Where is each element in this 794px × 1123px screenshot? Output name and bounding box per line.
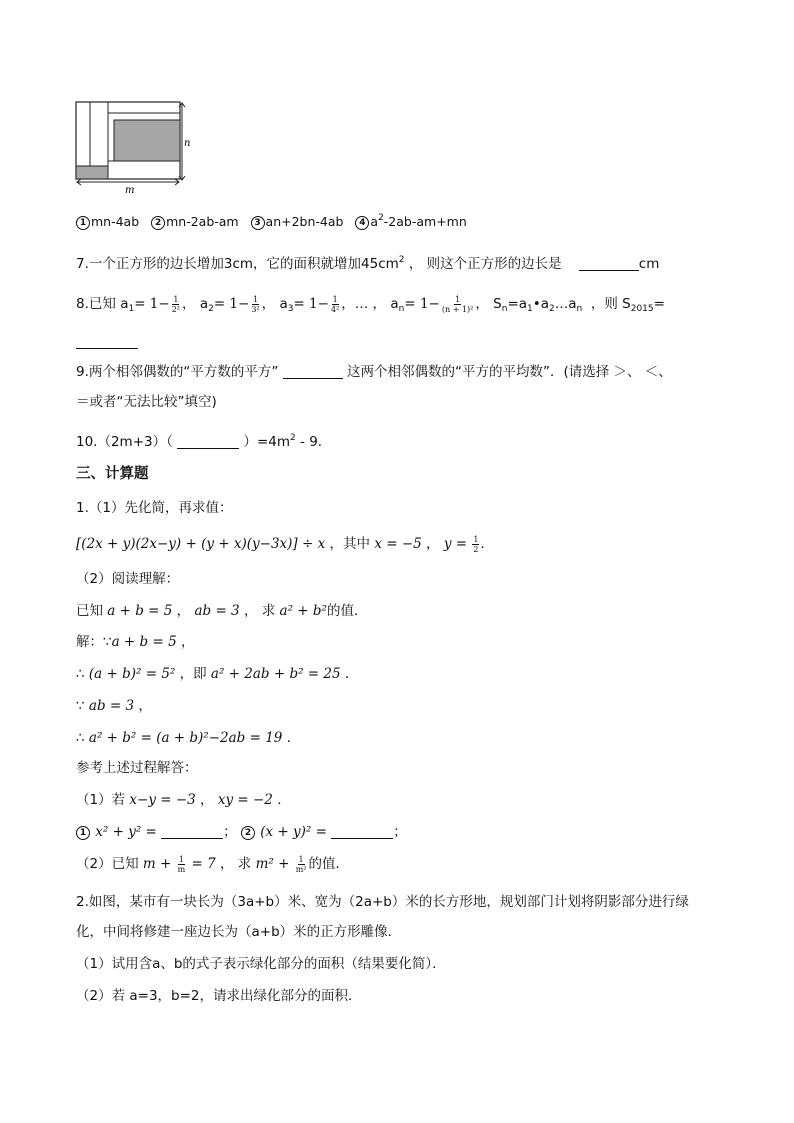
label-m: m <box>125 185 135 196</box>
q1a-answer-blank[interactable] <box>161 824 223 839</box>
p1-solution-4: ∴ a² + b² = (a + b)²−2ab = 19 ． <box>76 730 301 746</box>
option-1-marker: 1 <box>76 216 90 230</box>
option-2: mn-2ab-am <box>166 214 239 229</box>
p2-line-4: （2）若 a=3，b=2，请求出绿化部分的面积． <box>76 988 362 1004</box>
section-3-heading: 三、计算题 <box>76 466 149 482</box>
p1-sub2: （2）阅读理解： <box>76 571 180 587</box>
p1-known: 已知 a + b = 5 ， ab = 3 ， 求 a² + b²的值． <box>76 603 368 619</box>
p1-reference: 参考上述过程解答： <box>76 760 198 776</box>
option-3: an+2bn-4ab <box>265 214 344 229</box>
p1-solution-3: ∵ ab = 3 ， <box>76 698 152 714</box>
q1b-answer-blank[interactable] <box>331 824 393 839</box>
p2-line-3: （1）试用含a、b的式子表示绿化部分的面积（结果要化简）． <box>76 956 446 972</box>
q9-continued: ＝或者“无法比较”填空) <box>76 394 217 410</box>
q9-answer-blank[interactable] <box>283 364 343 379</box>
p1-q1: （1）若 x−y = −3 ， xy = −2 ． <box>76 792 291 808</box>
part-2-marker: 2 <box>241 826 255 840</box>
label-n: n <box>184 138 191 149</box>
q10-answer-blank[interactable] <box>177 434 239 449</box>
question-10: 10.（2m+3）（ ）$=4m^2 - 9$． <box>76 433 332 450</box>
p1-intro: 1.（1）先化简，再求值： <box>76 500 233 516</box>
shaded-small <box>76 166 108 179</box>
p1-q2: （2）已知 m + $\frac{1}{m}$ = 7 ， 求 m² + $\frac{1}{\text{m²}}$ 的值． <box>76 854 349 874</box>
question-9: 9.两个相邻偶数的“平方数的平方” 这两个相邻偶数的“平方的平均数”．(请选择 ＞、 ＜、 <box>76 364 672 380</box>
option-1: mn-4ab <box>91 214 140 229</box>
p1-solution-1: 解：∵a + b = 5 ， <box>76 634 195 650</box>
p1-solution-2: ∴ (a + b)² = 5² ，即 a² + 2ab + b² = 25 ． <box>76 666 359 682</box>
p2-line-1: 2.如图，某市有一块长为（3a+b）米、宽为（2a+b）米的长方形地，规划部门计划将阴影部分进行绿 <box>76 894 689 910</box>
option-2-marker: 2 <box>151 216 165 230</box>
option-3-marker: 3 <box>251 216 265 230</box>
question-7: 7.一个正方形的边长增加3cm，它的面积就增加$45cm^2$ ， 则这个正方形的边长是 cm <box>76 255 660 272</box>
rectangle-diagram <box>70 96 200 196</box>
question-8: 8.已知 $a_1= 1-$ $\frac{1}{\text{2²}}$ ， $a_2= 1-$ $\frac{1}{\text{3²}}$ ， $a_3= 1-$ $\frac{1}{\text{4²}}$ ，… ， $a_n= 1-$ $\frac{1}{\text{(n + 1)²}}$ ， $S_n=a_1•a_2\dots a_n$ ，则 $S_{2015}=$ <box>76 294 665 314</box>
q7-answer-blank[interactable] <box>579 256 639 271</box>
option-4-marker: 4 <box>355 216 369 230</box>
part-1-marker: 1 <box>76 826 90 840</box>
option-4: $a^2-2ab-am+mn$ <box>370 213 467 229</box>
q6-options <box>76 212 467 232</box>
shaded-large <box>114 120 180 161</box>
p1-q1-parts: 1 x² + y² = ； 2 (x + y)² = ； <box>76 822 407 842</box>
q8-answer-blank[interactable] <box>76 334 138 349</box>
p2-line-2: 化，中间将修建一座边长为（a+b）米的正方形雕像． <box>76 924 402 940</box>
p1-expression: [(2x + y)(2x−y) + (y + x)(y−3x)] ÷ x ，其中 x = −5 ， y = $\frac{1}{2}$ ． <box>76 534 494 554</box>
